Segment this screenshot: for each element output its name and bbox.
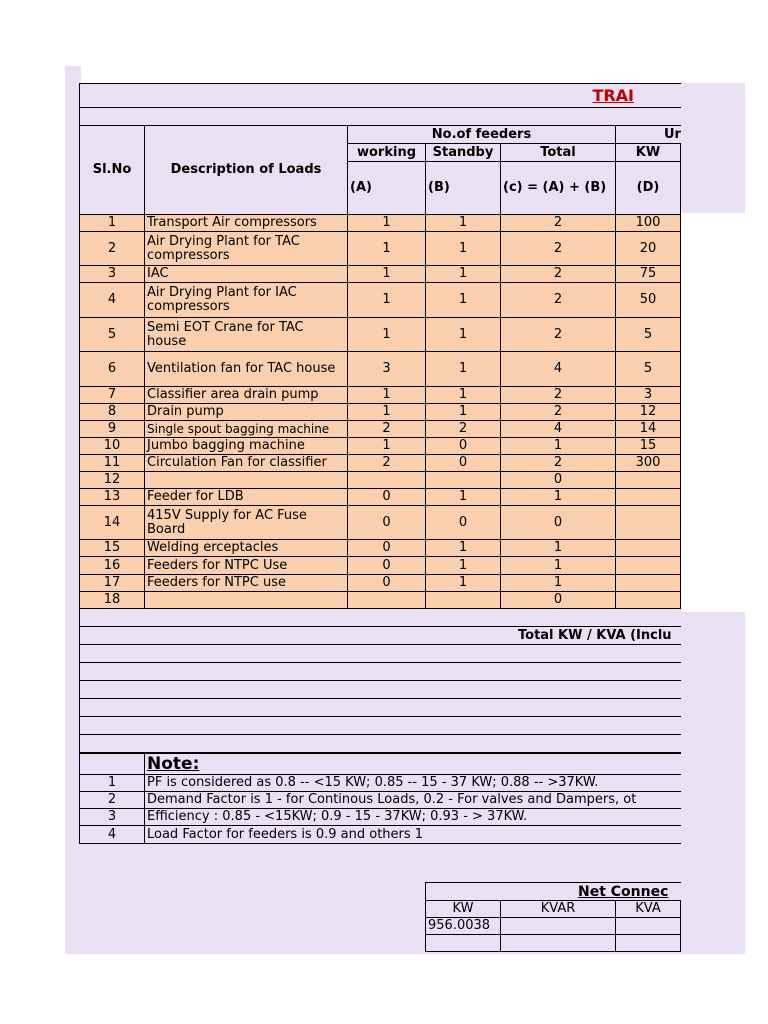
row-total: 1 bbox=[501, 557, 616, 575]
header-working: working bbox=[348, 144, 426, 162]
blank-row bbox=[80, 663, 682, 681]
header-code-c: (c) = (A) + (B) bbox=[501, 162, 616, 215]
row-kw: 15 bbox=[616, 438, 681, 455]
table-row bbox=[80, 215, 682, 232]
row-description: 415V Supply for AC Fuse Board bbox=[145, 506, 348, 540]
row-standby: 1 bbox=[426, 283, 501, 318]
row-total: 4 bbox=[501, 421, 616, 438]
row-sl: 10 bbox=[80, 438, 145, 455]
row-total: 1 bbox=[501, 540, 616, 557]
header-total: Total bbox=[501, 144, 616, 162]
row-total: 0 bbox=[501, 472, 616, 489]
blank-row bbox=[80, 645, 682, 663]
row-standby: 1 bbox=[426, 575, 501, 592]
row-sl: 14 bbox=[80, 506, 145, 540]
row-kw: 300 bbox=[616, 455, 681, 472]
note-text: Load Factor for feeders is 0.9 and others 1 bbox=[145, 826, 682, 844]
net-header-kvar: KVAR bbox=[501, 901, 616, 918]
row-description: Air Drying Plant for TAC compressors bbox=[145, 232, 348, 266]
row-total: 4 bbox=[501, 352, 616, 387]
row-extra bbox=[681, 283, 682, 318]
row-description: Classifier area drain pump bbox=[145, 387, 348, 404]
header-kw: KW bbox=[616, 144, 681, 162]
blank-row bbox=[80, 108, 682, 126]
row-extra bbox=[681, 575, 682, 592]
row-kw bbox=[616, 592, 681, 609]
table-row bbox=[80, 283, 682, 318]
row-working: 1 bbox=[348, 283, 426, 318]
row-sl: 11 bbox=[80, 455, 145, 472]
row-working: 3 bbox=[348, 352, 426, 387]
row-kw: 50 bbox=[616, 283, 681, 318]
row-standby: 1 bbox=[426, 387, 501, 404]
note-text: Efficiency : 0.85 - <15KW; 0.9 - 15 - 37KW; 0.93 - > 37KW. bbox=[145, 809, 682, 826]
row-total: 1 bbox=[501, 438, 616, 455]
row-extra bbox=[681, 540, 682, 557]
net-connected-title: Net Connec bbox=[426, 883, 682, 901]
row-standby: 1 bbox=[426, 215, 501, 232]
row-working: 1 bbox=[348, 387, 426, 404]
row-description: Jumbo bagging machine bbox=[145, 438, 348, 455]
row-description: Feeders for NTPC use bbox=[145, 575, 348, 592]
blank-row bbox=[80, 717, 682, 735]
net-connected-table-container bbox=[425, 882, 681, 954]
table-row bbox=[80, 387, 682, 404]
row-sl: 3 bbox=[80, 266, 145, 283]
net-blank-cell bbox=[426, 935, 501, 952]
row-description: IAC bbox=[145, 266, 348, 283]
row-sl: 16 bbox=[80, 557, 145, 575]
row-standby bbox=[426, 592, 501, 609]
row-total: 2 bbox=[501, 318, 616, 352]
row-total: 2 bbox=[501, 455, 616, 472]
table-row bbox=[80, 438, 682, 455]
net-value-kvar bbox=[501, 918, 616, 935]
row-kw: 12 bbox=[616, 404, 681, 421]
row-working: 0 bbox=[348, 489, 426, 506]
note-text: Demand Factor is 1 - for Continous Loads, 0.2 - For valves and Dampers, ot bbox=[145, 792, 682, 809]
net-blank-cell bbox=[501, 935, 616, 952]
row-sl: 17 bbox=[80, 575, 145, 592]
row-sl: 12 bbox=[80, 472, 145, 489]
table-row bbox=[80, 318, 682, 352]
row-sl: 6 bbox=[80, 352, 145, 387]
row-total: 1 bbox=[501, 489, 616, 506]
row-description: Feeder for LDB bbox=[145, 489, 348, 506]
row-working: 1 bbox=[348, 438, 426, 455]
row-total: 0 bbox=[501, 592, 616, 609]
row-kw bbox=[616, 489, 681, 506]
row-sl: 5 bbox=[80, 318, 145, 352]
note-sl: 1 bbox=[80, 775, 145, 792]
row-description: Feeders for NTPC Use bbox=[145, 557, 348, 575]
row-extra bbox=[681, 387, 682, 404]
blank-row bbox=[80, 609, 682, 627]
blank-row bbox=[80, 699, 682, 717]
row-total: 1 bbox=[501, 575, 616, 592]
row-extra bbox=[681, 438, 682, 455]
blank-row bbox=[80, 681, 682, 699]
header-no-of-feeders: No.of feeders bbox=[348, 126, 616, 144]
table-row bbox=[80, 421, 682, 438]
table-row bbox=[80, 557, 682, 575]
note-blank-cell bbox=[80, 753, 145, 775]
row-extra bbox=[681, 318, 682, 352]
table-row bbox=[80, 352, 682, 387]
note-sl: 4 bbox=[80, 826, 145, 844]
header-standby: Standby bbox=[426, 144, 501, 162]
row-kw bbox=[616, 557, 681, 575]
row-kw: 3 bbox=[616, 387, 681, 404]
row-sl: 8 bbox=[80, 404, 145, 421]
row-working: 2 bbox=[348, 421, 426, 438]
load-table-container bbox=[79, 83, 681, 865]
note-sl: 3 bbox=[80, 809, 145, 826]
table-row bbox=[80, 404, 682, 421]
row-description: Transport Air compressors bbox=[145, 215, 348, 232]
row-standby: 1 bbox=[426, 489, 501, 506]
row-working: 1 bbox=[348, 232, 426, 266]
net-value-kva bbox=[616, 918, 681, 935]
row-working bbox=[348, 472, 426, 489]
row-extra bbox=[681, 592, 682, 609]
row-sl: 7 bbox=[80, 387, 145, 404]
load-table bbox=[79, 83, 681, 844]
table-row bbox=[80, 575, 682, 592]
row-standby: 1 bbox=[426, 557, 501, 575]
header-cell bbox=[681, 162, 682, 215]
row-working: 1 bbox=[348, 318, 426, 352]
row-description: Single spout bagging machine bbox=[145, 421, 348, 438]
row-description: Ventilation fan for TAC house bbox=[145, 352, 348, 387]
row-description: Circulation Fan for classifier bbox=[145, 455, 348, 472]
row-sl: 4 bbox=[80, 283, 145, 318]
table-row bbox=[80, 540, 682, 557]
table-row bbox=[80, 472, 682, 489]
row-working bbox=[348, 592, 426, 609]
header-unit: Ur bbox=[616, 126, 682, 144]
row-description: Drain pump bbox=[145, 404, 348, 421]
row-extra bbox=[681, 489, 682, 506]
sheet-title: TRAI bbox=[80, 84, 682, 108]
row-extra bbox=[681, 352, 682, 387]
row-extra bbox=[681, 557, 682, 575]
header-cell bbox=[681, 144, 682, 162]
row-description: Semi EOT Crane for TAC house bbox=[145, 318, 348, 352]
row-kw bbox=[616, 540, 681, 557]
row-extra bbox=[681, 472, 682, 489]
row-standby: 2 bbox=[426, 421, 501, 438]
row-standby: 0 bbox=[426, 506, 501, 540]
row-extra bbox=[681, 455, 682, 472]
total-kw-kva-label: Total KW / KVA (Inclu bbox=[80, 627, 682, 645]
note-text: PF is considered as 0.8 -- <15 KW; 0.85 -- 15 - 37 KW; 0.88 -- >37KW. bbox=[145, 775, 682, 792]
row-kw bbox=[616, 472, 681, 489]
row-description bbox=[145, 472, 348, 489]
row-sl: 1 bbox=[80, 215, 145, 232]
row-kw: 14 bbox=[616, 421, 681, 438]
row-extra bbox=[681, 232, 682, 266]
row-description bbox=[145, 592, 348, 609]
net-blank-cell bbox=[616, 935, 681, 952]
row-kw bbox=[616, 506, 681, 540]
row-standby: 1 bbox=[426, 352, 501, 387]
row-extra bbox=[681, 421, 682, 438]
table-row bbox=[80, 592, 682, 609]
row-working: 0 bbox=[348, 540, 426, 557]
row-sl: 18 bbox=[80, 592, 145, 609]
table-row bbox=[80, 266, 682, 283]
row-description: Air Drying Plant for IAC compressors bbox=[145, 283, 348, 318]
header-code-a: (A) bbox=[348, 162, 426, 215]
load-rows bbox=[80, 215, 682, 609]
row-total: 2 bbox=[501, 232, 616, 266]
header-code-b: (B) bbox=[426, 162, 501, 215]
row-total: 0 bbox=[501, 506, 616, 540]
row-working: 1 bbox=[348, 404, 426, 421]
row-kw: 5 bbox=[616, 352, 681, 387]
net-value-kw: 956.0038 bbox=[426, 918, 501, 935]
note-sl: 2 bbox=[80, 792, 145, 809]
row-extra bbox=[681, 266, 682, 283]
row-extra bbox=[681, 404, 682, 421]
row-description: Welding erceptacles bbox=[145, 540, 348, 557]
row-standby: 1 bbox=[426, 318, 501, 352]
row-kw bbox=[616, 575, 681, 592]
row-kw: 100 bbox=[616, 215, 681, 232]
header-description: Description of Loads bbox=[145, 126, 348, 215]
row-working: 0 bbox=[348, 506, 426, 540]
net-value-extra bbox=[681, 918, 682, 935]
row-extra bbox=[681, 215, 682, 232]
note-heading: Note: bbox=[145, 753, 682, 775]
row-working: 1 bbox=[348, 266, 426, 283]
table-row bbox=[80, 489, 682, 506]
net-header-kw: KW bbox=[426, 901, 501, 918]
row-working: 0 bbox=[348, 575, 426, 592]
net-header-extra bbox=[681, 901, 682, 918]
row-standby: 0 bbox=[426, 455, 501, 472]
row-total: 2 bbox=[501, 283, 616, 318]
row-working: 1 bbox=[348, 215, 426, 232]
row-kw: 20 bbox=[616, 232, 681, 266]
table-row bbox=[80, 506, 682, 540]
row-total: 2 bbox=[501, 404, 616, 421]
row-total: 2 bbox=[501, 215, 616, 232]
net-blank-cell bbox=[681, 935, 682, 952]
row-extra bbox=[681, 506, 682, 540]
row-standby: 1 bbox=[426, 266, 501, 283]
row-total: 2 bbox=[501, 266, 616, 283]
row-sl: 2 bbox=[80, 232, 145, 266]
net-header-kva: KVA bbox=[616, 901, 681, 918]
table-row bbox=[80, 232, 682, 266]
row-standby: 0 bbox=[426, 438, 501, 455]
header-code-d: (D) bbox=[616, 162, 681, 215]
row-sl: 9 bbox=[80, 421, 145, 438]
header-sl-no: Sl.No bbox=[80, 126, 145, 215]
net-connected-table bbox=[425, 882, 681, 952]
row-kw: 75 bbox=[616, 266, 681, 283]
row-sl: 15 bbox=[80, 540, 145, 557]
row-total: 2 bbox=[501, 387, 616, 404]
row-standby: 1 bbox=[426, 540, 501, 557]
row-standby bbox=[426, 472, 501, 489]
blank-row bbox=[80, 735, 682, 753]
row-standby: 1 bbox=[426, 404, 501, 421]
row-working: 0 bbox=[348, 557, 426, 575]
row-kw: 5 bbox=[616, 318, 681, 352]
table-row bbox=[80, 455, 682, 472]
row-sl: 13 bbox=[80, 489, 145, 506]
row-working: 2 bbox=[348, 455, 426, 472]
row-standby: 1 bbox=[426, 232, 501, 266]
